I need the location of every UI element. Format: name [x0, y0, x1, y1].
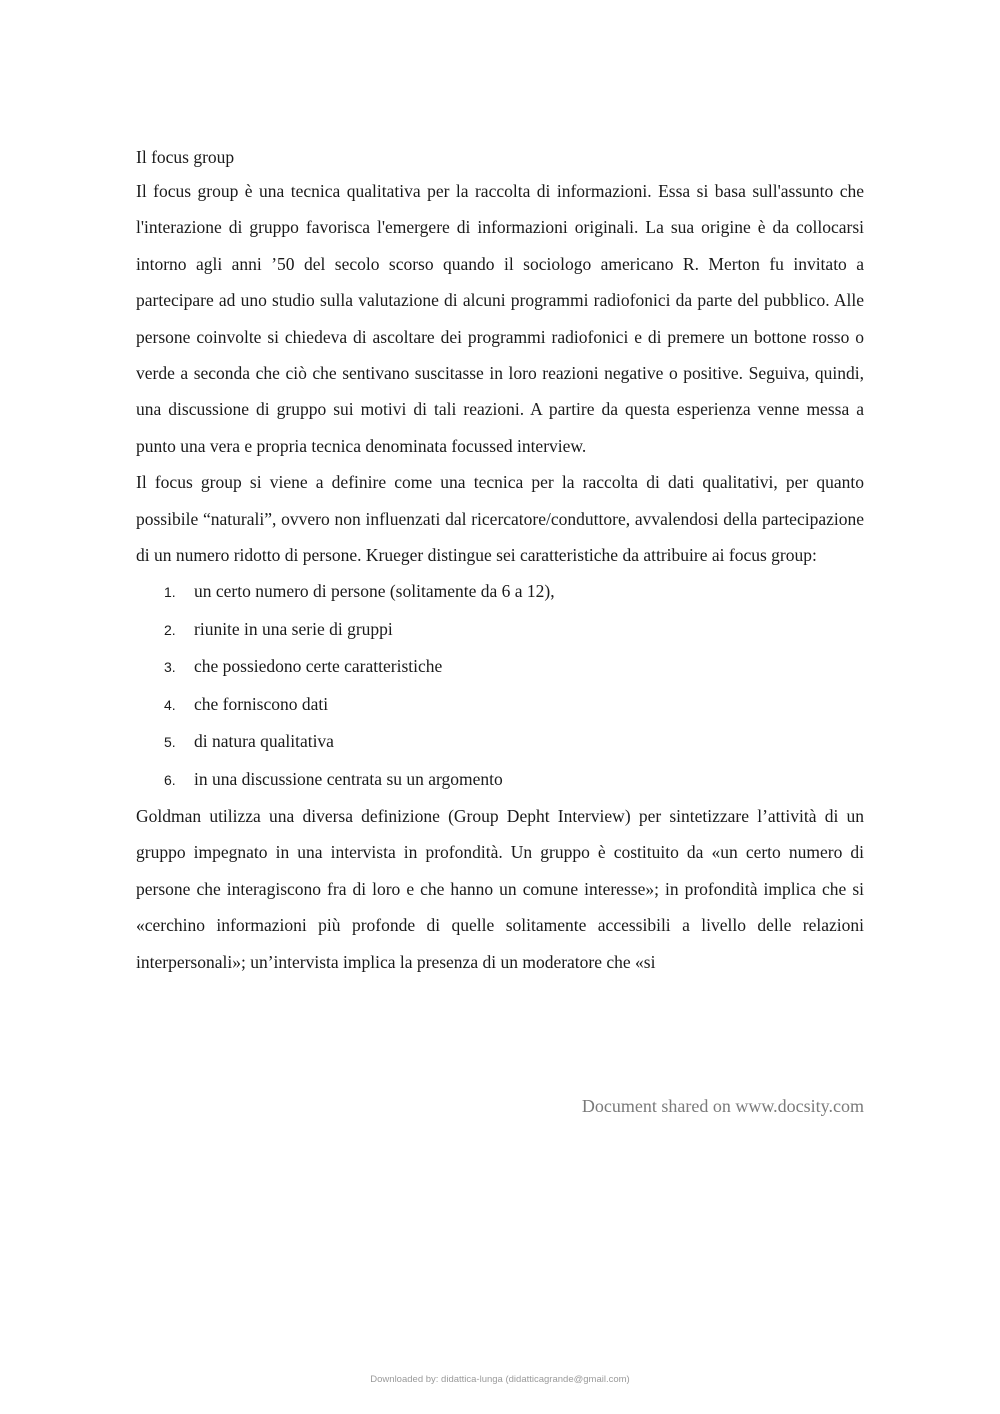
- paragraph-intro: Il focus group è una tecnica qualitativa per la raccolta di informazioni. Essa si basa sull'assunto che l'interazione di gruppo favorisca l'emergere di informazioni originali. La sua origine è da collocarsi intorno agli anni ’50 del secolo scorso quando il sociologo americano R. Merton fu invitato a partecipare ad uno studio sulla valutazione di alcuni programmi radiofonici da parte del pubblico. Alle persone coinvolte si chiedeva di ascoltare dei programmi radiofonici e di premere un bottone rosso o verde a seconda che ciò che sentivano suscitasse in loro reazioni negative o positive. Seguiva, quindi, una discussione di gruppo sui motivi di tali reazioni. A partire da questa esperienza venne messa a punto una vera e propria tecnica denominata focussed interview.: [136, 181, 864, 456]
- paragraph-goldman: Goldman utilizza una diversa definizione (Group Depht Interview) per sintetizzare l’attività di un gruppo impegnato in una intervista in profondità. Un gruppo è costituito da «un certo numero di persone che interagiscono fra di loro e che hanno un comune interesse»; in profondità implica che si «cerchino informazioni più profonde di quelle solitamente accessibili a livello delle relazioni interpersonali»; un’intervista implica la presenza di un moderatore che «si: [136, 805, 864, 972]
- list-number: 3.: [164, 659, 176, 676]
- docsity-share-notice: Document shared on www.docsity.com: [581, 1096, 864, 1116]
- list-item: [136, 648, 864, 685]
- list-item: [136, 686, 864, 723]
- download-notice: Downloaded by: didattica-lunga (didatticagrande@gmail.com): [370, 1374, 630, 1385]
- document-title: Il focus group: [136, 147, 235, 167]
- list-item-text: di natura qualitativa: [194, 731, 334, 752]
- list-item: [136, 611, 864, 648]
- list-item: [136, 761, 864, 798]
- list-item-text: che forniscono dati: [194, 693, 329, 714]
- list-number: 2.: [164, 621, 176, 638]
- list-item-text: in una discussione centrata su un argomento: [194, 768, 503, 789]
- list-item-text: un certo numero di persone (solitamente da 6 a 12),: [194, 581, 555, 602]
- characteristics-list: [136, 573, 864, 797]
- list-item-text: che possiedono certe caratteristiche: [194, 656, 443, 677]
- list-number: 6.: [164, 771, 176, 788]
- list-number: 5.: [164, 734, 176, 751]
- list-item-text: riunite in una serie di gruppi: [194, 618, 393, 639]
- list-number: 1.: [164, 584, 176, 601]
- list-number: 4.: [164, 696, 176, 713]
- document-body: [136, 143, 864, 980]
- list-item: [136, 573, 864, 610]
- paragraph-definition: Il focus group si viene a definire come una tecnica per la raccolta di dati qualitativi, per quanto possibile “naturali”, ovvero non influenzati dal ricercatore/conduttore, avvalendosi della partecipazione di un numero ridotto di persone. Krueger distingue sei caratteristiche da attribuire ai focus group:: [136, 472, 864, 566]
- list-item: [136, 723, 864, 760]
